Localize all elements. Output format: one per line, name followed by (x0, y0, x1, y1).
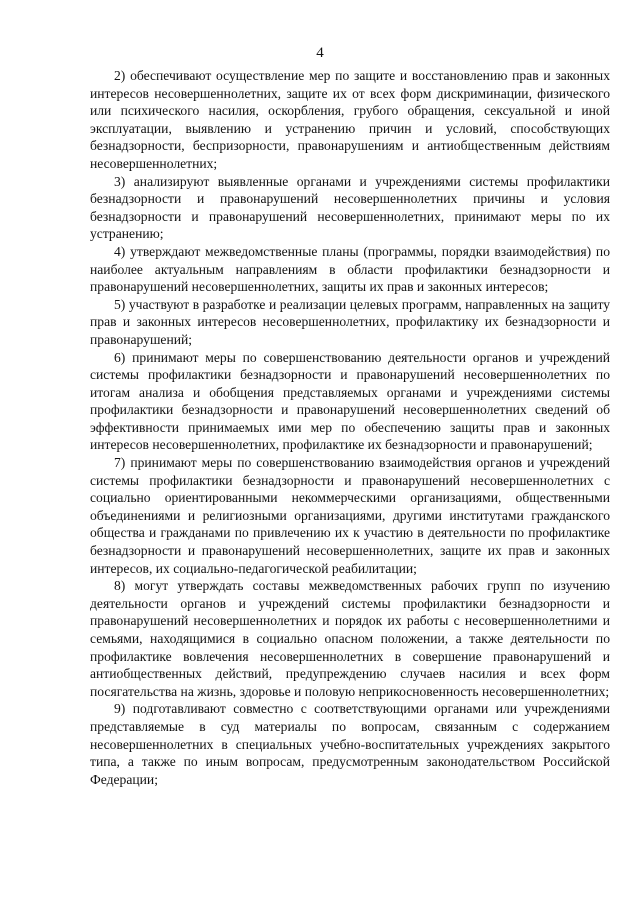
paragraph-item-4: 4) утверждают межведомственные планы (программы, порядки взаимодействия) по наиболее актуальным направлениям в области профилактики безнадзорности и правонарушений несовершеннолетних, защиты их прав и законных интересов; (90, 243, 610, 295)
paragraph-item-2: 2) обеспечивают осуществление мер по защите и восстановлению прав и законных интересов несовершеннолетних, защите их от всех форм дискриминации, физического или психического насилия, оскорбления, грубого обращения, сексуальной и иной эксплуатации, выявлению и устранению причин и условий, способствующих безнадзорности, беспризорности, правонарушениям и антиобщественным действиям несовершеннолетних; (90, 68, 610, 171)
paragraph-item-8: 8) могут утверждать составы межведомственных рабочих групп по изучению деятельности органов и учреждений системы профилактики безнадзорности и правонарушений несовершеннолетних и порядок их работы с несовершеннолетними и семьями, находящимися в социально опасном положении, а также деятельности по профилактике вовлечения несовершеннолетних в совершение правонарушений и антиобщественных действий, предупреждению случаев насилия и всех форм посягательства на жизнь, здоровье и половую неприкосновенность несовершеннолетних; (90, 578, 610, 699)
paragraph-item-7: 7) принимают меры по совершенствованию взаимодействия органов и учреждений системы профилактики безнадзорности и правонарушений несовершеннолетних с социально ориентированными некоммерческими организациями, общественными объединениями и религиозными организациями, другими институтами гражданского общества и гражданами по привлечению их к участию в деятельности по профилактике безнадзорности и правонарушений несовершеннолетних, защите их прав и законных интересов, их социально-педагогической реабилитации; (90, 455, 610, 576)
paragraph-item-5: 5) участвуют в разработке и реализации целевых программ, направленных на защиту прав и законных интересов несовершеннолетних, профилактику их безнадзорности и правонарушений; (90, 296, 610, 347)
page-number: 4 (316, 45, 324, 61)
paragraph-item-3: 3) анализируют выявленные органами и учреждениями системы профилактики безнадзорности и правонарушений несовершеннолетних причины и условия безнадзорности и правонарушений несовершеннолетних, принимают меры по их устранению; (90, 173, 610, 242)
paragraph-item-6: 6) принимают меры по совершенствованию деятельности органов и учреждений системы профилактики безнадзорности и правонарушений несовершеннолетних по итогам анализа и обобщения представляемых органами и учреждениями системы профилактики безнадзорности и правонарушений несовершеннолетних сведений об эффективности принимаемых ими мер по обеспечению защиты прав и законных интересов несовершеннолетних, профилактике их безнадзорности и правонарушений; (90, 349, 610, 453)
paragraph-item-9: 9) подготавливают совместно с соответствующими органами или учреждениями представляемые в суд материалы по вопросам, связанным с содержанием несовершеннолетних в специальных учебно-воспитательных учреждениях закрытого типа, а также по иным вопросам, предусмотренным законодательством Российской Федерации; (90, 701, 610, 787)
document-body (90, 67, 610, 788)
